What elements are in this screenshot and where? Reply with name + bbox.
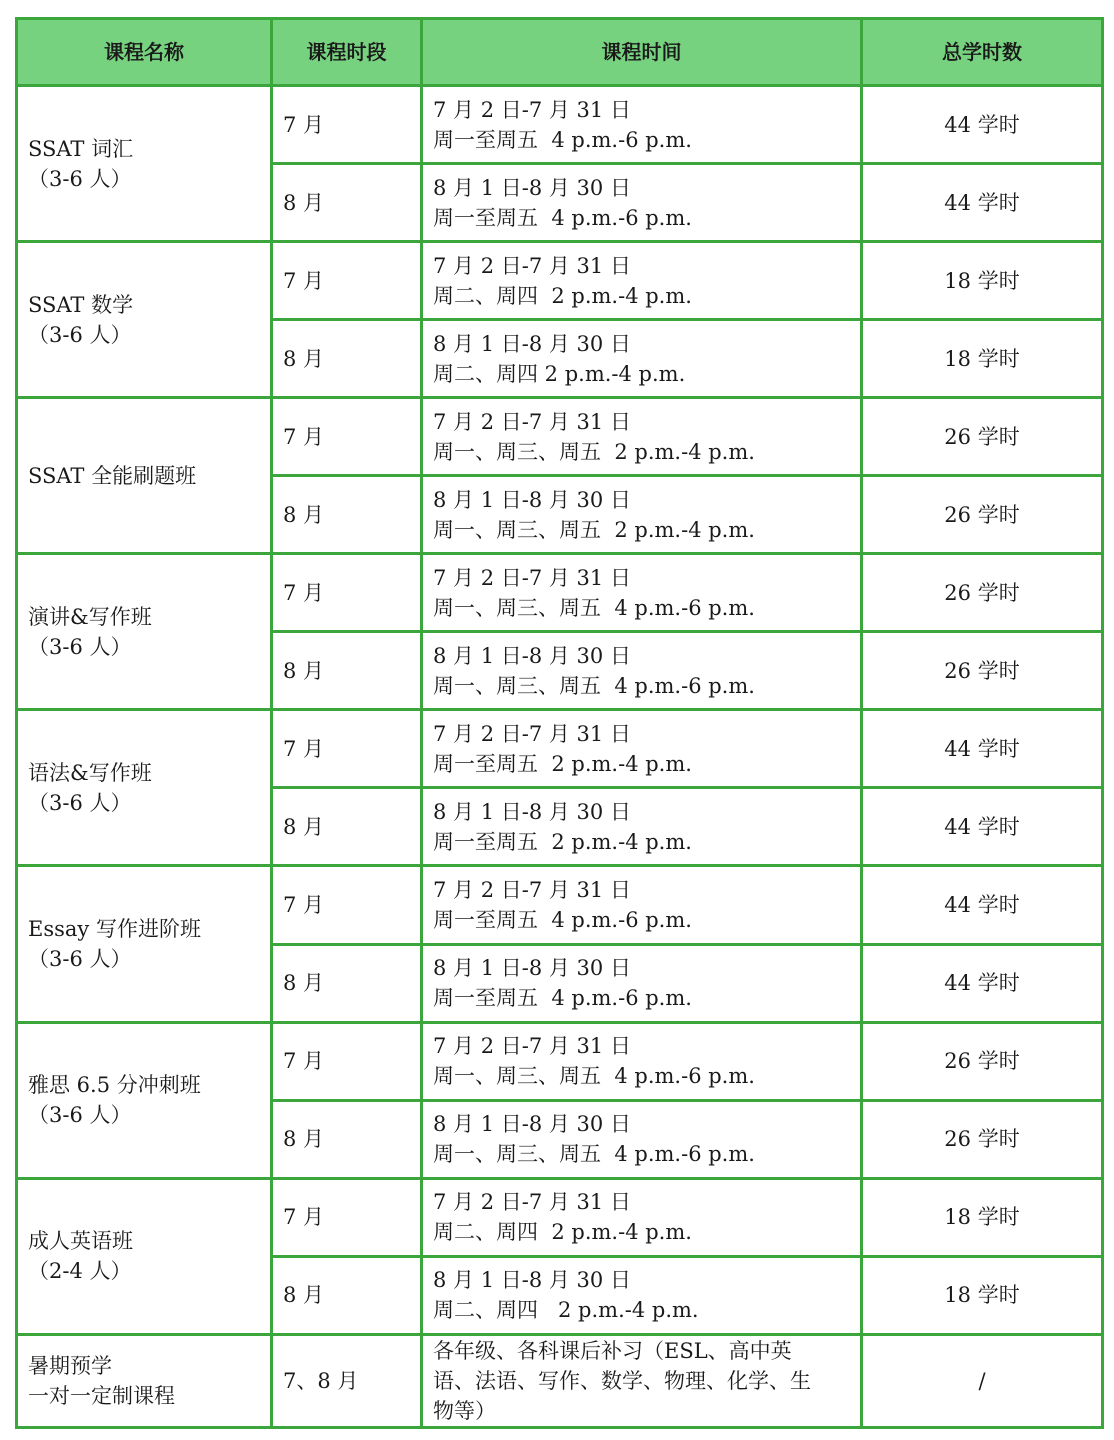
course-time-cell — [422, 1022, 862, 1100]
table-row — [17, 1178, 1103, 1256]
course-name-cell — [17, 242, 272, 398]
course-period-cell: 8 月 — [272, 320, 422, 398]
course-time-line: 8 月 1 日-8 月 30 日 — [433, 1268, 631, 1293]
course-hours-cell: 26 学时 — [862, 398, 1103, 476]
header-row — [17, 19, 1103, 86]
course-time-line: 周一至周五 2 p.m.-4 p.m. — [433, 829, 692, 854]
course-time-line: 周二、周四 2 p.m.-4 p.m. — [433, 1298, 699, 1323]
table-row — [17, 710, 1103, 788]
table-row — [17, 866, 1103, 944]
course-name-cell — [17, 866, 272, 1022]
course-time-line: 周一至周五 4 p.m.-6 p.m. — [433, 205, 692, 230]
table-row — [17, 1022, 1103, 1100]
course-time-cell — [422, 1334, 862, 1427]
course-name-line: （3-6 人） — [28, 1103, 132, 1128]
course-period-cell: 7 月 — [272, 866, 422, 944]
course-hours-cell: 26 学时 — [862, 554, 1103, 632]
course-name-line: SSAT 全能刷题班 — [28, 463, 197, 488]
course-time-line: 7 月 2 日-7 月 31 日 — [433, 565, 631, 590]
course-time-line: 周二、周四 2 p.m.-4 p.m. — [433, 1220, 692, 1245]
course-hours-cell: 44 学时 — [862, 710, 1103, 788]
course-hours-cell: 18 学时 — [862, 1178, 1103, 1256]
course-name-cell — [17, 86, 272, 242]
course-name-line: 雅思 6.5 分冲刺班 — [28, 1073, 201, 1098]
course-time-line: 物等） — [433, 1398, 496, 1423]
course-name-cell — [17, 554, 272, 710]
course-time-line: 周一、周三、周五 4 p.m.-6 p.m. — [433, 673, 755, 698]
course-name-line: 暑期预学 — [28, 1353, 112, 1378]
course-period-cell: 7 月 — [272, 710, 422, 788]
course-period-cell: 8 月 — [272, 632, 422, 710]
table-row — [17, 242, 1103, 320]
course-hours-cell: 44 学时 — [862, 866, 1103, 944]
course-time-cell — [422, 242, 862, 320]
course-time-line: 周一至周五 4 p.m.-6 p.m. — [433, 127, 692, 152]
course-name-line: （3-6 人） — [28, 166, 132, 191]
course-name-line: （3-6 人） — [28, 322, 132, 347]
course-name-line: 语法&写作班 — [28, 760, 152, 785]
course-time-line: 7 月 2 日-7 月 31 日 — [433, 721, 631, 746]
course-time-cell — [422, 710, 862, 788]
course-time-line: 7 月 2 日-7 月 31 日 — [433, 409, 631, 434]
course-time-line: 7 月 2 日-7 月 31 日 — [433, 97, 631, 122]
course-period-cell: 8 月 — [272, 1256, 422, 1334]
course-period-cell: 8 月 — [272, 788, 422, 866]
course-period-cell: 8 月 — [272, 1100, 422, 1178]
course-hours-cell: 18 学时 — [862, 1256, 1103, 1334]
course-time-line: 周一至周五 2 p.m.-4 p.m. — [433, 751, 692, 776]
course-time-cell — [422, 86, 862, 164]
course-hours-cell: / — [862, 1334, 1103, 1427]
course-name-line: Essay 写作进阶班 — [28, 917, 201, 942]
course-time-line: 周二、周四 2 p.m.-4 p.m. — [433, 283, 692, 308]
course-time-line: 各年级、各科课后补习（ESL、高中英 — [433, 1338, 792, 1363]
course-name-cell — [17, 1178, 272, 1334]
course-period-cell: 7 月 — [272, 554, 422, 632]
course-schedule-table — [15, 17, 1104, 1429]
course-time-line: 8 月 1 日-8 月 30 日 — [433, 331, 631, 356]
course-hours-cell: 44 学时 — [862, 944, 1103, 1022]
course-name-cell — [17, 710, 272, 866]
course-time-line: 8 月 1 日-8 月 30 日 — [433, 956, 631, 981]
course-time-line: 周一、周三、周五 4 p.m.-6 p.m. — [433, 1064, 755, 1089]
course-time-cell — [422, 1256, 862, 1334]
course-time-cell — [422, 320, 862, 398]
course-time-cell — [422, 788, 862, 866]
course-hours-cell: 44 学时 — [862, 86, 1103, 164]
course-time-line: 8 月 1 日-8 月 30 日 — [433, 799, 631, 824]
course-name-line: 演讲&写作班 — [28, 604, 152, 629]
course-time-cell — [422, 1100, 862, 1178]
course-time-line: 周一至周五 4 p.m.-6 p.m. — [433, 986, 692, 1011]
course-hours-cell: 26 学时 — [862, 476, 1103, 554]
course-time-line: 7 月 2 日-7 月 31 日 — [433, 877, 631, 902]
table-row — [17, 554, 1103, 632]
course-time-line: 周一、周三、周五 2 p.m.-4 p.m. — [433, 517, 755, 542]
course-hours-cell: 26 学时 — [862, 632, 1103, 710]
course-hours-cell: 44 学时 — [862, 164, 1103, 242]
table-row — [17, 86, 1103, 164]
course-time-line: 8 月 1 日-8 月 30 日 — [433, 643, 631, 668]
course-name-line: SSAT 词汇 — [28, 136, 134, 161]
course-name-line: SSAT 数学 — [28, 292, 134, 317]
course-time-cell — [422, 164, 862, 242]
course-name-line: 一对一定制课程 — [28, 1383, 175, 1408]
course-hours-cell: 18 学时 — [862, 320, 1103, 398]
course-time-line: 周一、周三、周五 4 p.m.-6 p.m. — [433, 1142, 755, 1167]
course-name-line: 成人英语班 — [28, 1229, 133, 1254]
course-hours-cell: 44 学时 — [862, 788, 1103, 866]
course-period-cell: 7 月 — [272, 1022, 422, 1100]
course-time-line: 8 月 1 日-8 月 30 日 — [433, 175, 631, 200]
course-time-line: 周一至周五 4 p.m.-6 p.m. — [433, 907, 692, 932]
course-time-line: 8 月 1 日-8 月 30 日 — [433, 487, 631, 512]
course-name-line: （3-6 人） — [28, 634, 132, 659]
course-hours-cell: 26 学时 — [862, 1100, 1103, 1178]
course-name-cell — [17, 398, 272, 554]
course-time-line: 周一、周三、周五 2 p.m.-4 p.m. — [433, 439, 755, 464]
course-name-cell — [17, 1022, 272, 1178]
course-time-cell — [422, 1178, 862, 1256]
course-name-line: （3-6 人） — [28, 947, 132, 972]
course-name-cell — [17, 1334, 272, 1427]
course-hours-cell: 26 学时 — [862, 1022, 1103, 1100]
course-time-cell — [422, 476, 862, 554]
course-period-cell: 7 月 — [272, 398, 422, 476]
course-time-cell — [422, 944, 862, 1022]
course-time-line: 7 月 2 日-7 月 31 日 — [433, 1190, 631, 1215]
course-time-line: 周一、周三、周五 4 p.m.-6 p.m. — [433, 595, 755, 620]
header-course-period: 课程时段 — [272, 19, 422, 86]
course-period-cell: 8 月 — [272, 476, 422, 554]
course-time-cell — [422, 398, 862, 476]
course-body — [17, 86, 1103, 1428]
course-period-cell: 7 月 — [272, 86, 422, 164]
table-row — [17, 398, 1103, 476]
course-period-cell: 7、8 月 — [272, 1334, 422, 1427]
course-period-cell: 7 月 — [272, 242, 422, 320]
course-period-cell: 7 月 — [272, 1178, 422, 1256]
course-time-line: 7 月 2 日-7 月 31 日 — [433, 253, 631, 278]
course-time-line: 周二、周四 2 p.m.-4 p.m. — [433, 361, 686, 386]
course-time-cell — [422, 632, 862, 710]
table-row-custom-course — [17, 1334, 1103, 1427]
course-name-line: （2-4 人） — [28, 1259, 132, 1284]
course-period-cell: 8 月 — [272, 164, 422, 242]
course-time-cell — [422, 554, 862, 632]
header-course-name: 课程名称 — [17, 19, 272, 86]
course-time-cell — [422, 866, 862, 944]
course-time-line: 8 月 1 日-8 月 30 日 — [433, 1112, 631, 1137]
course-hours-cell: 18 学时 — [862, 242, 1103, 320]
course-time-line: 语、法语、写作、数学、物理、化学、生 — [433, 1368, 811, 1393]
course-name-line: （3-6 人） — [28, 790, 132, 815]
course-period-cell: 8 月 — [272, 944, 422, 1022]
header-course-time: 课程时间 — [422, 19, 862, 86]
course-time-line: 7 月 2 日-7 月 31 日 — [433, 1034, 631, 1059]
header-total-hours: 总学时数 — [862, 19, 1103, 86]
